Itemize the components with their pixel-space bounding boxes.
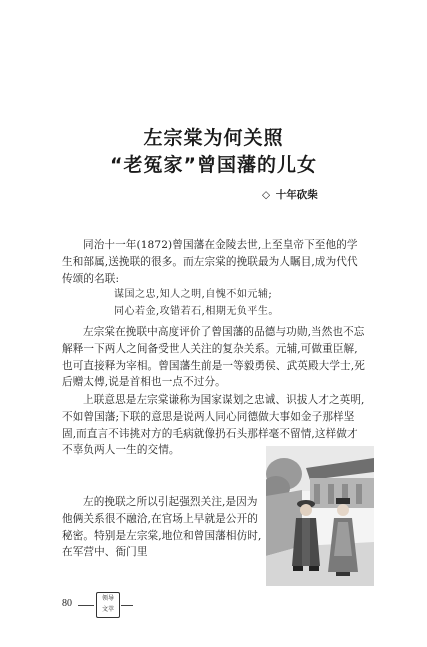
diamond-icon: ◇: [262, 189, 271, 201]
paragraph-2: 左宗棠在挽联中高度评价了曾国藩的品德与功勋,当然也不忘解释一下两人之间备受世人关注的复杂关系。元辅,可做重臣解,也可直接释为宰相。曾国藩生前是一等毅勇侯、武英殿大学士,死后赠太傅,说是首相也一点不过分。: [62, 326, 365, 389]
article-title-line2: “老冤家”曾国藩的儿女: [110, 154, 317, 176]
qing-officials-illustration: [266, 446, 374, 586]
logo-line1: 领导: [101, 595, 114, 602]
footer-divider-left: [78, 605, 94, 606]
footer-divider-right: [121, 605, 133, 606]
paragraph-3: 上联意思是左宗棠谦称为国家谋划之忠诚、识拔人才之英明,不如曾国藩;下联的意思是说两人同心同德做大事如金子那样坚固,而直言不讳挑对方的毛病就像扔石头那样毫不留情,这样做才不辜负两人一生的交情。: [62, 394, 365, 457]
page-number: 80: [62, 598, 72, 609]
article-title-line1: 左宗棠为何关照: [143, 127, 284, 149]
author-byline: [262, 187, 318, 202]
couplet-line-2: 同心若金,攻错若石,相期无负平生。: [114, 306, 279, 317]
magazine-logo: [96, 592, 120, 618]
couplet-line-1: 谋国之忠,知人之明,自愧不如元辅;: [114, 289, 273, 300]
paragraph-1: 同治十一年(1872)曾国藩在金陵去世,上至皇帝下至他的学生和部属,送挽联的很多。而左宗棠的挽联最为人瞩目,成为代代传颂的名联:: [62, 239, 358, 285]
author-name: 十年砍柴: [275, 189, 318, 201]
logo-line2: 文萃: [101, 606, 114, 613]
paragraph-4: 左的挽联之所以引起强烈关注,是因为他俩关系很不融洽,在官场上早就是公开的秘密。特别是左宗棠,地位和曾国藩相仿时,在军营中、衙门里: [62, 496, 262, 559]
